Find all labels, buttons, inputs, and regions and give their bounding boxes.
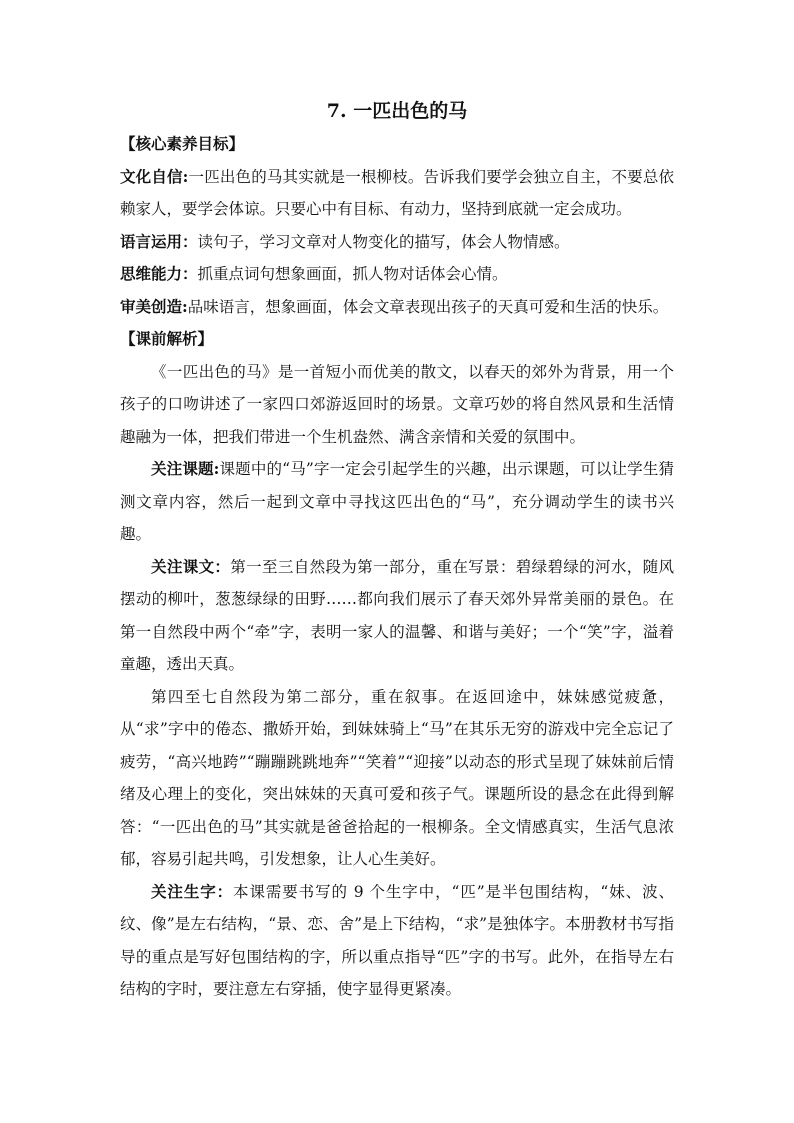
goal-cultural-confidence [120, 161, 674, 226]
intro-paragraph: 《一匹出色的马》是一首短小而优美的散文，以春天的郊外为背景，用一个孩子的口吻讲述了一家四口郊游返回时的场景。文章巧妙的将自然风景和生活情趣融为一体，把我们带进一个生机盎然、满含亲情和关爱的氛围中。 [120, 362, 674, 446]
page-title: 7. 一匹出色的马 [326, 100, 468, 122]
goal-label: 文化自信: [120, 166, 189, 186]
goal-label: 思维能力： [120, 264, 198, 283]
text-focus-paragraph [120, 551, 674, 681]
goal-text: 品味语言，想象画面，体会文章表现出孩子的天真可爱和生活的快乐。 [187, 297, 669, 316]
topic-paragraph [120, 453, 674, 551]
goal-thinking-ability [120, 258, 674, 291]
paragraph-text: 第一至三自然段为第一部分，重在写景：碧绿碧绿的河水，随风摆动的柳叶，葱葱绿绿的田野……都向我们展示了春天郊外异常美丽的景色。在第一自然段中两个“牵”字，表明一家人的温馨、和谐与美好；一个“笑”字，溢着童趣，透出天真。 [120, 557, 674, 673]
goal-text: 抓重点词句想象画面，抓人物对话体会心情。 [197, 265, 508, 283]
goal-label: 审美创造: [120, 296, 188, 316]
part-two-paragraph: 第四至七自然段为第二部分，重在叙事。在返回途中，妹妹感觉疲惫，从“求”字中的倦态、撒娇开始，到妹妹骑上“马”在其乐无穷的游戏中完全忘记了疲劳，“高兴地跨”“蹦蹦跳跳地奔”“笑着”“迎接”以动态的形式呈现了妹妹前后情绪及心理上的变化，突出妹妹的天真可爱和孩子气。课题所设的悬念在此得到解答：“一匹出色的马”其实就是爸爸拾起的一根柳条。全文情感真实，生活气息浓郁，容易引起共鸣，引发想象，让人心生美好。 [120, 687, 674, 868]
goal-aesthetic-creation [120, 291, 674, 324]
paragraph-label: 关注生字： [151, 881, 234, 901]
goal-label: 语言运用： [120, 231, 198, 251]
goal-text: 一匹出色的马其实就是一根柳枝。告诉我们要学会独立自主，不要总依赖家人，要学会体谅。只要心中有目标、有动力，坚持到底就一定会成功。 [120, 167, 674, 218]
core-goals-heading: 【核心素养目标】 [120, 134, 245, 153]
paragraph-label: 关注课文： [151, 556, 231, 576]
goal-language-use [120, 226, 674, 259]
paragraph-text: 本课需要书写的 9 个生字中，“匹”是半包围结构，“妹、波、纹、像”是左右结构，“景、恋、舍”是上下结构，“求”是独体字。本册教材书写指导的重点是写好包围结构的字，所以重点指导“匹”字的书写。此外，在指导左右结构的字时，要注意左右穿插，使字显得更紧凑。 [120, 882, 674, 998]
paragraph-label: 关注课题: [151, 459, 220, 478]
goal-text: 读句子，学习文章对人物变化的描写，体会人物情感。 [197, 232, 570, 251]
paragraph-text: 课题中的“马”字一定会引起学生的兴趣，出示课题，可以让学生猜测文章内容，然后一起到文章中寻找这匹出色的“马”，充分调动学生的读书兴趣。 [120, 460, 674, 543]
pre-class-analysis-heading: 【课前解析】 [120, 329, 214, 348]
characters-paragraph [120, 876, 674, 1006]
